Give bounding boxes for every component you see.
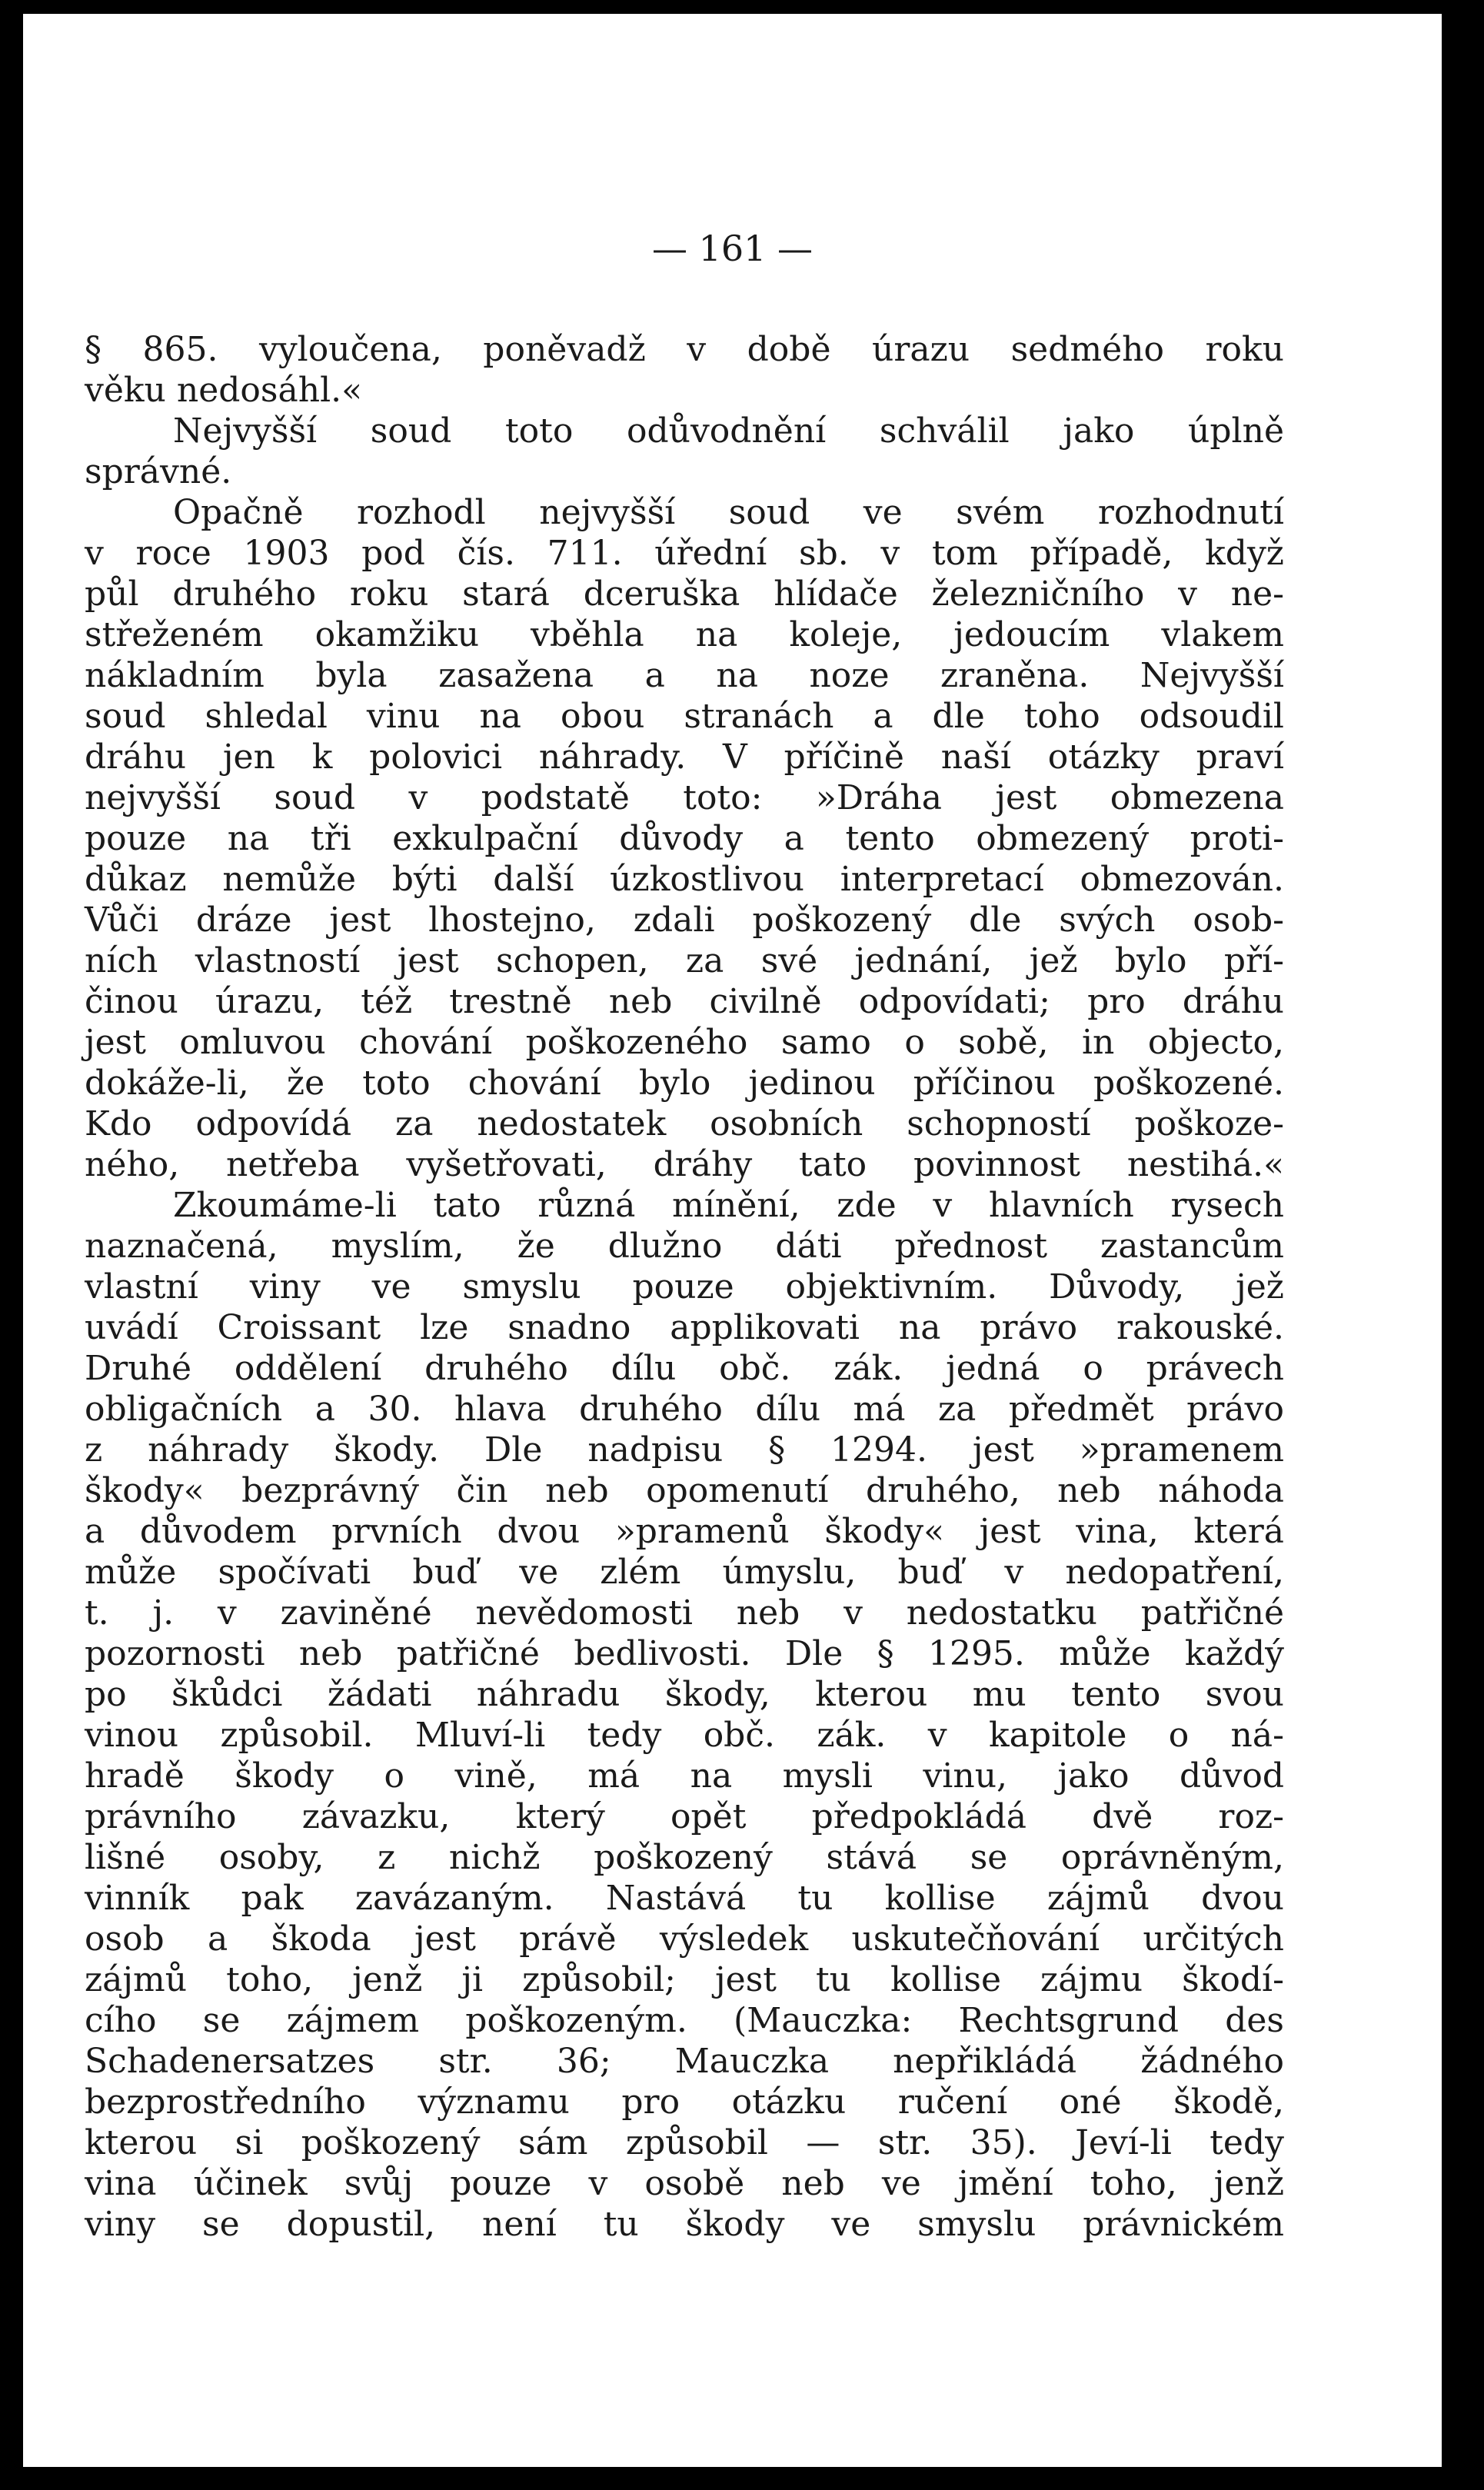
text-line: Nejvyšší soud toto odůvodnění schválil jako úplně: [173, 411, 1284, 451]
text-line: dráhu jen k polovici náhrady. V příčině naší otázky praví: [85, 737, 1284, 777]
text-line: Kdo odpovídá za nedostatek osobních schopností poškoze-: [85, 1104, 1284, 1143]
text-line: z náhrady škody. Dle nadpisu § 1294. jest »pramenem: [85, 1430, 1284, 1470]
text-line: činou úrazu, též trestně neb civilně odpovídati; pro dráhu: [85, 982, 1284, 1021]
text-line: zájmů toho, jenž ji způsobil; jest tu kollise zájmu škodí-: [85, 1960, 1284, 1999]
text-line: věku nedosáhl.«: [85, 371, 363, 410]
text-line: kterou si poškozený sám způsobil — str. 35). Jeví-li tedy: [85, 2123, 1284, 2162]
text-line: škody« bezprávný čin neb opomenutí druhého, neb náhoda: [85, 1471, 1284, 1510]
text-line: důkaz nemůže býti další úzkostlivou interpretací obmezován.: [85, 860, 1284, 899]
text-line: nákladním byla zasažena a na noze zraněna. Nejvyšší: [85, 656, 1284, 695]
text-line: vina účinek svůj pouze v osobě neb ve jmění toho, jenž: [85, 2164, 1284, 2203]
text-line: v roce 1903 pod čís. 711. úřední sb. v tom případě, když: [85, 534, 1284, 573]
text-line: střeženém okamžiku vběhla na koleje, jedoucím vlakem: [85, 615, 1284, 654]
text-line: lišné osoby, z nichž poškozený stává se oprávněným,: [85, 1838, 1284, 1877]
text-line: Druhé oddělení druhého dílu obč. zák. jedná o právech: [85, 1349, 1284, 1388]
text-line: bezprostředního významu pro otázku ručení oné škodě,: [85, 2082, 1284, 2122]
text-line: správné.: [85, 452, 232, 491]
text-line: ného, netřeba vyšetřovati, dráhy tato povinnost nestihá.«: [85, 1145, 1284, 1184]
text-line: Zkoumáme-li tato různá mínění, zde v hlavních rysech: [173, 1186, 1284, 1225]
text-line: Opačně rozhodl nejvyšší soud ve svém rozhodnutí: [173, 493, 1284, 532]
text-line: viny se dopustil, není tu škody ve smyslu právnickém: [85, 2205, 1284, 2244]
page-body-text: [85, 329, 1284, 2245]
text-line: může spočívati buď ve zlém úmyslu, buď v nedopatření,: [85, 1553, 1284, 1592]
text-line: dokáže-li, že toto chování bylo jedinou příčinou poškozené.: [85, 1064, 1284, 1103]
text-line: půl druhého roku stará dceruška hlídače železničního v ne-: [85, 574, 1284, 614]
text-line: a důvodem prvních dvou »pramenů škody« jest vina, která: [85, 1512, 1284, 1551]
text-line: soud shledal vinu na obou stranách a dle toho odsoudil: [85, 697, 1284, 736]
text-line: pozornosti neb patřičné bedlivosti. Dle § 1295. může každý: [85, 1634, 1284, 1673]
text-line: vinou způsobil. Mluví-li tedy obč. zák. v kapitole o ná-: [85, 1716, 1284, 1755]
text-line: naznačená, myslím, že dlužno dáti přednost zastancům: [85, 1227, 1284, 1266]
text-line: právního závazku, který opět předpokládá dvě roz-: [85, 1797, 1284, 1836]
text-line: po škůdci žádati náhradu škody, kterou mu tento svou: [85, 1675, 1284, 1714]
text-line: vinník pak zavázaným. Nastává tu kollise zájmů dvou: [85, 1879, 1284, 1918]
text-line: ních vlastností jest schopen, za své jednání, jež bylo pří-: [85, 941, 1284, 980]
text-line: jest omluvou chování poškozeného samo o sobě, in objecto,: [85, 1023, 1284, 1062]
text-line: osob a škoda jest právě výsledek uskutečňování určitých: [85, 1919, 1284, 1959]
text-line: cího se zájmem poškozeným. (Mauczka: Rechtsgrund des: [85, 2001, 1284, 2040]
text-line: § 865. vyloučena, poněvadž v době úrazu sedmého roku: [85, 330, 1284, 369]
page-number: — 161 —: [651, 228, 814, 269]
text-line: hradě škody o vině, má na mysli vinu, jako důvod: [85, 1756, 1284, 1796]
text-line: pouze na tři exkulpační důvody a tento obmezený proti-: [85, 819, 1284, 858]
book-page: [23, 14, 1442, 2467]
text-line: nejvyšší soud v podstatě toto: »Dráha jest obmezena: [85, 778, 1284, 817]
text-line: Vůči dráze jest lhostejno, zdali poškozený dle svých osob-: [85, 900, 1284, 940]
text-line: vlastní viny ve smyslu pouze objektivním. Důvody, jež: [85, 1267, 1284, 1307]
text-line: Schadenersatzes str. 36; Mauczka nepřikládá žádného: [85, 2042, 1284, 2081]
text-line: obligačních a 30. hlava druhého dílu má za předmět právo: [85, 1390, 1284, 1429]
text-line: uvádí Croissant lze snadno applikovati na právo rakouské.: [85, 1308, 1284, 1347]
text-line: t. j. v zaviněné nevědomosti neb v nedostatku patřičné: [85, 1593, 1284, 1633]
